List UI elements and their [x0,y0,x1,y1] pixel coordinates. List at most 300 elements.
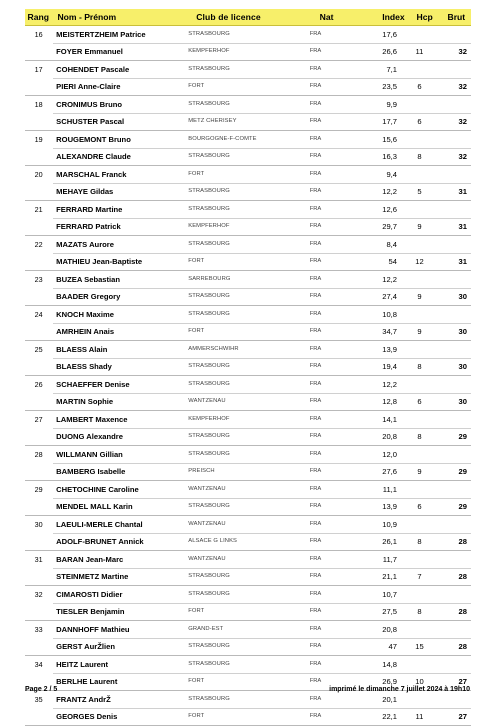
brut-cell: 29 [458,467,467,476]
nat-cell: FRA [309,626,322,632]
table-row [25,26,471,43]
hcp-cell: 6 [417,502,422,511]
index-cell: 10,7 [382,590,397,599]
nat-cell: FRA [309,521,322,527]
name-cell: ROUGEMONT Bruno [56,135,131,144]
brut-cell [437,691,471,708]
club-cell: STRASBOURG [188,31,230,37]
club-cell: STRASBOURG [188,643,230,649]
brut-cell [437,166,471,183]
club-cell: FORT [188,258,205,264]
club-cell: FORT [188,171,205,177]
index-cell: 27,6 [382,467,397,476]
table-row [25,358,471,375]
club-cell: ALSACE G LINKS [188,538,238,544]
hcp-cell [402,271,437,288]
table-row [25,271,471,288]
index-cell: 19,4 [382,362,397,371]
club-cell: WANTZENAU [188,486,226,492]
brut-cell: 31 [458,222,467,231]
index-cell: 12,2 [382,380,397,389]
name-cell: CHETOCHINE Caroline [56,485,139,494]
hcp-cell [402,306,437,323]
name-cell: MAZATS Aurore [56,240,114,249]
table-row [25,341,471,358]
brut-cell [437,96,471,113]
team-pair [25,411,471,446]
nat-cell: FRA [309,206,322,212]
hcp-cell [402,131,437,148]
club-cell: STRASBOURG [188,206,230,212]
name-cell: KNOCH Maxime [56,310,114,319]
header-hcp: Hcp [416,12,433,22]
hcp-cell [402,26,437,43]
table-row [25,323,471,340]
nat-cell: FRA [309,696,322,702]
hcp-cell: 12 [415,257,424,266]
club-cell: STRASBOURG [188,66,230,72]
index-cell: 12,0 [382,450,397,459]
nat-cell: FRA [309,591,322,597]
brut-cell [437,446,471,463]
team-pair [25,61,471,96]
hcp-cell: 6 [417,117,422,126]
club-cell: KEMPFERHOF [188,48,230,54]
rank-cell: 33 [34,625,43,634]
table-row [25,498,471,515]
name-cell: BUZEA Sebastian [56,275,121,284]
nat-cell: FRA [309,713,322,719]
rank-cell: 27 [34,415,43,424]
club-cell: WANTZENAU [188,398,226,404]
index-cell: 20,8 [382,625,397,634]
club-cell: FORT [188,713,205,719]
index-cell: 27,5 [382,607,397,616]
nat-cell: FRA [309,153,322,159]
name-cell: AMRHEIN Anais [56,327,115,336]
club-cell: STRASBOURG [188,311,230,317]
nat-cell: FRA [309,678,322,684]
table-row [25,708,471,725]
team-pair [25,481,471,516]
nat-cell: FRA [309,433,322,439]
rank-cell [25,358,52,375]
team-pair [25,236,471,271]
brut-cell [437,411,471,428]
table-row [25,183,471,200]
table-row [25,656,471,673]
team-pair [25,131,471,166]
nat-cell: FRA [309,223,322,229]
index-cell: 12,2 [382,275,397,284]
index-cell: 14,8 [382,660,397,669]
hcp-cell: 9 [417,292,422,301]
table-row [25,218,471,235]
rank-cell [25,533,52,550]
name-cell: GEORGES Denis [56,712,118,721]
rank-cell: 24 [34,310,43,319]
rank-cell [25,638,52,655]
nat-cell: FRA [309,328,322,334]
index-cell: 14,1 [382,415,397,424]
brut-cell [437,341,471,358]
rank-cell [25,498,52,515]
index-cell: 26,6 [382,47,397,56]
club-cell: STRASBOURG [188,241,230,247]
team-pair [25,96,471,131]
hcp-cell [402,446,437,463]
hcp-cell [402,236,437,253]
rank-cell: 31 [34,555,43,564]
hcp-cell: 11 [415,47,424,56]
name-cell: STEINMETZ Martine [56,572,129,581]
hcp-cell: 6 [417,82,422,91]
name-cell: SCHUSTER Pascal [56,117,125,126]
table-row [25,446,471,463]
hcp-cell: 9 [417,467,422,476]
nat-cell: FRA [309,118,322,124]
brut-cell [437,61,471,78]
brut-cell: 28 [458,537,467,546]
nat-cell: FRA [309,276,322,282]
hcp-cell [402,341,437,358]
brut-cell: 31 [458,187,467,196]
nat-cell: FRA [309,188,322,194]
nat-cell: FRA [309,486,322,492]
hcp-cell: 8 [417,537,422,546]
name-cell: ADOLF-BRUNET Annick [56,537,144,546]
table-row [25,428,471,445]
hcp-cell [402,691,437,708]
hcp-cell [402,96,437,113]
table-row [25,533,471,550]
club-cell: GRAND-EST [188,626,224,632]
team-pair [25,516,471,551]
table-header [25,9,471,26]
hcp-cell [402,586,437,603]
nat-cell: FRA [309,66,322,72]
nat-cell: FRA [309,416,322,422]
brut-cell [437,481,471,498]
nat-cell: FRA [309,573,322,579]
rank-cell: 25 [34,345,43,354]
index-cell: 26,1 [382,537,397,546]
index-cell: 21,1 [382,572,397,581]
rank-cell [25,148,52,165]
name-cell: LAMBERT Maxence [56,415,128,424]
rank-cell: 21 [34,205,43,214]
club-cell: STRASBOURG [188,696,230,702]
nat-cell: FRA [309,31,322,37]
table-row [25,463,471,480]
brut-cell: 31 [458,257,467,266]
name-cell: BERLHE Laurent [56,677,118,686]
name-cell: FOYER Emmanuel [56,47,123,56]
nat-cell: FRA [309,48,322,54]
hcp-cell [402,551,437,568]
nat-cell: FRA [309,311,322,317]
brut-cell: 28 [458,642,467,651]
table-row [25,691,471,708]
index-cell: 8,4 [386,240,397,249]
brut-cell: 30 [458,327,467,336]
club-cell: STRASBOURG [188,451,230,457]
nat-cell: FRA [309,346,322,352]
nat-cell: FRA [309,293,322,299]
name-cell: MEHAYE Gildas [56,187,114,196]
hcp-cell: 9 [417,327,422,336]
index-cell: 17,6 [382,30,397,39]
index-cell: 13,9 [382,502,397,511]
club-cell: STRASBOURG [188,503,230,509]
name-cell: FERRARD Patrick [56,222,121,231]
brut-cell [437,376,471,393]
index-cell: 11,1 [382,485,397,494]
rank-cell [25,218,52,235]
brut-cell: 28 [458,607,467,616]
brut-cell [437,271,471,288]
club-cell: FORT [188,328,205,334]
club-cell: STRASBOURG [188,101,230,107]
team-pair [25,376,471,411]
club-cell: FORT [188,608,205,614]
club-cell: STRASBOURG [188,293,230,299]
hcp-cell: 8 [417,152,422,161]
team-pair [25,621,471,656]
header-nat: Nat [319,12,334,22]
hcp-cell [402,166,437,183]
name-cell: BLAESS Shady [56,362,112,371]
index-cell: 9,9 [386,100,397,109]
index-cell: 54 [388,257,397,266]
index-cell: 20,8 [382,432,397,441]
index-cell: 34,7 [382,327,397,336]
brut-cell [437,516,471,533]
table-row [25,621,471,638]
header-name: Nom - Prénom [57,12,117,22]
name-cell: DANNHOFF Mathieu [56,625,130,634]
name-cell: ALEXANDRE Claude [56,152,131,161]
rank-cell [25,428,52,445]
club-cell: PREISCH [188,468,215,474]
rank-cell [25,183,52,200]
rank-cell [25,253,52,270]
hcp-cell: 8 [417,362,422,371]
nat-cell: FRA [309,363,322,369]
print-date: imprimé le dimanche 7 juillet 2024 à 19h10 [329,686,470,693]
name-cell: BARAN Jean-Marc [56,555,124,564]
rank-cell: 28 [34,450,43,459]
name-cell: MARSCHAL Franck [56,170,127,179]
header-club: Club de licence [196,12,261,22]
index-cell: 17,7 [382,117,397,126]
rank-cell [25,288,52,305]
nat-cell: FRA [309,608,322,614]
name-cell: FRANTZ AndrŽ [56,695,111,704]
name-cell: BLAESS Alain [56,345,108,354]
club-cell: AMMERSCHWIHR [188,346,239,352]
nat-cell: FRA [309,538,322,544]
brut-cell [437,551,471,568]
header-rang: Rang [27,12,49,22]
rank-cell: 26 [34,380,43,389]
table-row [25,411,471,428]
club-cell: METZ CHERISEY [188,118,237,124]
brut-cell [437,26,471,43]
hcp-cell [402,656,437,673]
index-cell: 13,9 [382,345,397,354]
club-cell: KEMPFERHOF [188,223,230,229]
club-cell: WANTZENAU [188,521,226,527]
rank-cell: 19 [34,135,43,144]
rank-cell: 29 [34,485,43,494]
rank-cell [25,113,52,130]
index-cell: 15,6 [382,135,397,144]
brut-cell [437,586,471,603]
table-row [25,481,471,498]
brut-cell: 29 [458,432,467,441]
name-cell: GERST AurŽlien [56,642,115,651]
rank-cell [25,708,52,725]
team-pair [25,166,471,201]
name-cell: SCHAEFFER Denise [56,380,130,389]
index-cell: 23,5 [382,82,397,91]
hcp-cell: 8 [417,607,422,616]
club-cell: BOURGOGNE-F-COMTE [188,136,257,142]
index-cell: 12,8 [382,397,397,406]
table-row [25,568,471,585]
hcp-cell: 7 [417,572,422,581]
name-cell: BAMBERG Isabelle [56,467,126,476]
name-cell: MATHIEU Jean-Baptiste [56,257,143,266]
results-table [25,9,471,726]
hcp-cell: 9 [417,222,422,231]
brut-cell: 28 [458,572,467,581]
hcp-cell [402,201,437,218]
club-cell: STRASBOURG [188,188,230,194]
table-row [25,288,471,305]
club-cell: STRASBOURG [188,381,230,387]
hcp-cell [402,481,437,498]
club-cell: STRASBOURG [188,433,230,439]
index-cell: 10,8 [382,310,397,319]
table-row [25,78,471,95]
brut-cell: 27 [458,712,467,721]
brut-cell: 32 [458,47,467,56]
club-cell: FORT [188,678,205,684]
club-cell: STRASBOURG [188,661,230,667]
table-row [25,131,471,148]
nat-cell: FRA [309,171,322,177]
hcp-cell: 5 [417,187,422,196]
brut-cell [437,131,471,148]
table-row [25,306,471,323]
nat-cell: FRA [309,468,322,474]
index-cell: 16,3 [382,152,397,161]
name-cell: DUONG Alexandre [56,432,123,441]
table-row [25,96,471,113]
table-row [25,201,471,218]
table-row [25,43,471,60]
brut-cell: 32 [458,152,467,161]
brut-cell: 30 [458,292,467,301]
nat-cell: FRA [309,398,322,404]
brut-cell: 30 [458,362,467,371]
nat-cell: FRA [309,136,322,142]
rank-cell [25,43,52,60]
brut-cell: 29 [458,502,467,511]
brut-cell: 30 [458,397,467,406]
team-pair [25,201,471,236]
table-row [25,113,471,130]
rank-cell [25,393,52,410]
table-row [25,638,471,655]
name-cell: HEITZ Laurent [56,660,109,669]
nat-cell: FRA [309,451,322,457]
table-row [25,516,471,533]
table-row [25,376,471,393]
index-cell: 10,9 [382,520,397,529]
club-cell: FORT [188,83,205,89]
brut-cell: 27 [458,677,467,686]
club-cell: WANTZENAU [188,556,226,562]
rank-cell [25,463,52,480]
table-row [25,61,471,78]
club-cell: STRASBOURG [188,153,230,159]
rank-cell: 35 [34,695,43,704]
club-cell: KEMPFERHOF [188,416,230,422]
brut-cell [437,621,471,638]
table-body [25,26,471,726]
rank-cell: 32 [34,590,43,599]
rank-cell [25,323,52,340]
hcp-cell [402,376,437,393]
team-pair [25,551,471,586]
hcp-cell: 6 [417,397,422,406]
rank-cell: 17 [34,65,43,74]
index-cell: 47 [388,642,397,651]
index-cell: 12,2 [382,187,397,196]
rank-cell: 23 [34,275,43,284]
nat-cell: FRA [309,643,322,649]
rank-cell [25,78,52,95]
nat-cell: FRA [309,661,322,667]
brut-cell [437,306,471,323]
name-cell: BAADER Gregory [56,292,121,301]
page-number: Page 2 / 5 [25,686,58,693]
index-cell: 20,1 [382,695,397,704]
table-row [25,166,471,183]
rank-cell: 34 [34,660,43,669]
hcp-cell: 10 [415,677,424,686]
hcp-cell [402,61,437,78]
table-row [25,148,471,165]
rank-cell: 16 [34,30,43,39]
table-row [25,393,471,410]
table-row [25,586,471,603]
hcp-cell [402,621,437,638]
brut-cell: 32 [458,117,467,126]
nat-cell: FRA [309,556,322,562]
index-cell: 7,1 [386,65,397,74]
team-pair [25,271,471,306]
name-cell: MENDEL MALL Karin [56,502,133,511]
name-cell: MARTIN Sophie [56,397,114,406]
table-row [25,253,471,270]
name-cell: PIERI Anne-Claire [56,82,121,91]
brut-cell: 32 [458,82,467,91]
index-cell: 26,9 [382,677,397,686]
